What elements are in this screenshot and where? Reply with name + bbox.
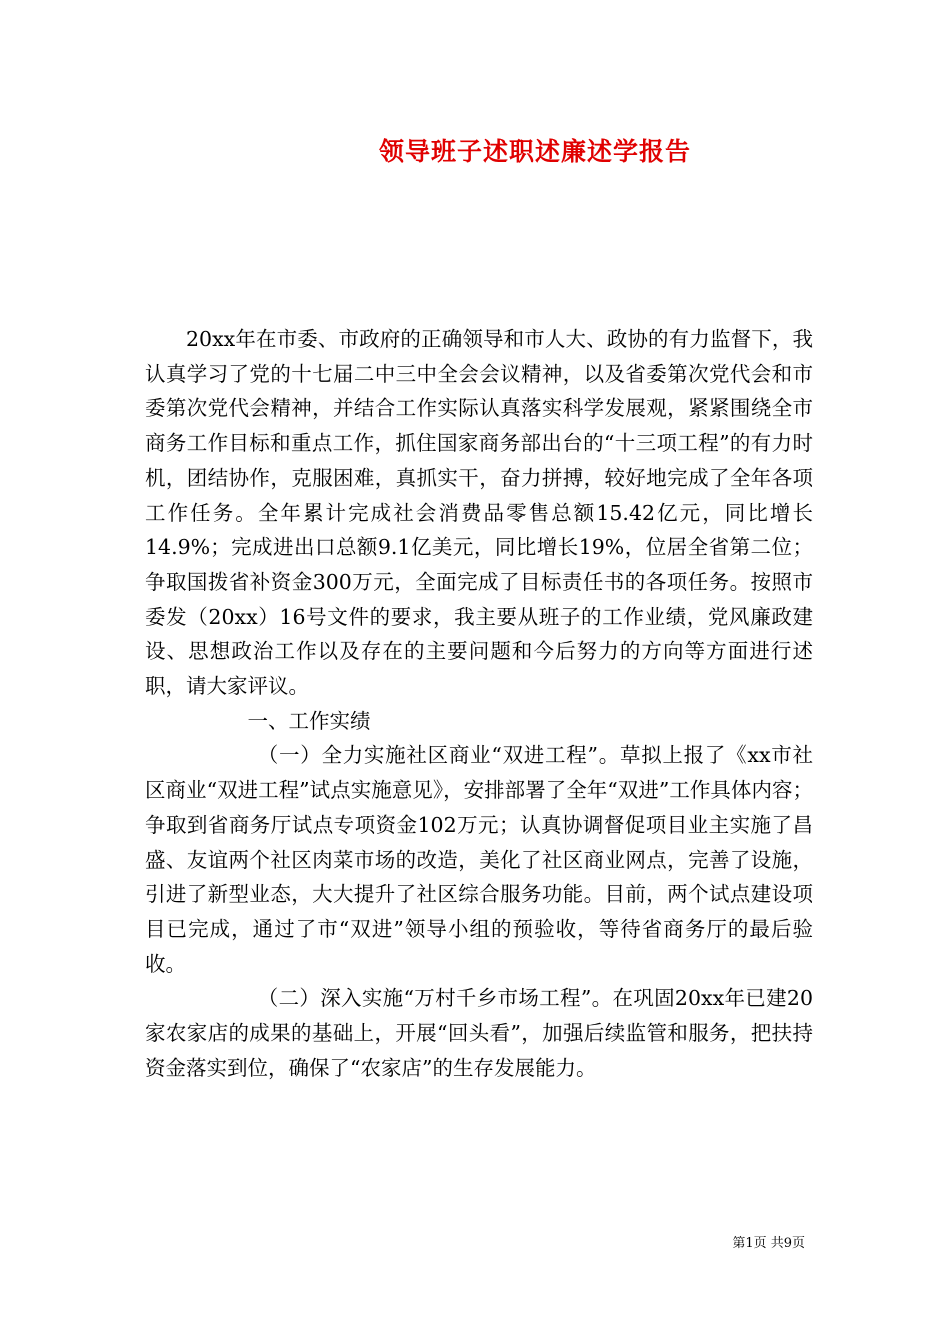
- page-footer: 第1页 共9页: [732, 1236, 805, 1251]
- document-body: [145, 322, 813, 1085]
- intro-paragraph: 20xx年在市委、市政府的正确领导和市人大、政协的有力监督下，我认真学习了党的十七届二中三中全会会议精神，以及省委第次党代会和市委第次党代会精神，并结合工作实际认真落实科学发展观，紧紧围绕全市商务工作目标和重点工作，抓住国家商务部出台的“十三项工程”的有力时机，团结协作，克服困难，真抓实干，奋力拼搏，较好地完成了全年各项工作任务。全年累计完成社会消费品零售总额15.42亿元，同比增长14.9%；完成进出口总额9.1亿美元，同比增长19%，位居全省第二位；争取国拨省补资金300万元，全面完成了目标责任书的各项任务。按照市委发（20xx）16号文件的要求，我主要从班子的工作业绩，党风廉政建设、思想政治工作以及存在的主要问题和今后努力的方向等方面进行述职，请大家评议。: [145, 327, 813, 699]
- item-paragraph-1: （一）全力实施社区商业“双进工程”。草拟上报了《xx市社区商业“双进工程”试点实施意见》，安排部署了全年“双进”工作具体内容；争取到省商务厅试点专项资金102万元；认真协调督促项目业主实施了昌盛、友谊两个社区肉菜市场的改造，美化了社区商业网点，完善了设施，引进了新型业态，大大提升了社区综合服务功能。目前，两个试点建设项目已完成，通过了市“双进”领导小组的预验收，等待省商务厅的最后验收。: [145, 743, 813, 976]
- document-title: 领导班子述职述廉述学报告: [378, 137, 691, 166]
- section-heading-work-results: 一、工作实绩: [247, 708, 371, 733]
- item-paragraph-2: （二）深入实施“万村千乡市场工程”。在巩固20xx年已建20家农家店的成果的基础上，开展“回头看”，加强后续监管和服务，把扶持资金落实到位，确保了“农家店”的生存发展能力。: [145, 986, 813, 1080]
